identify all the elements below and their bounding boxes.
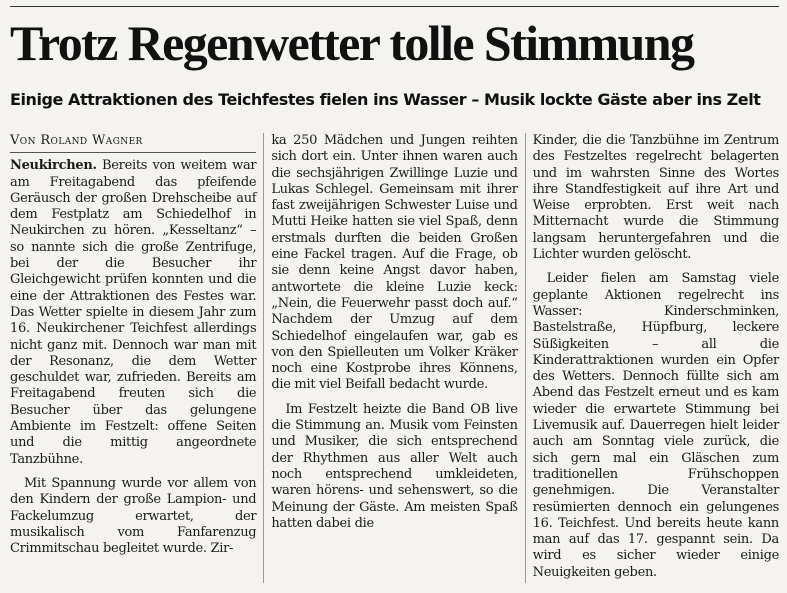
article-body [10, 133, 779, 587]
paragraph [10, 158, 256, 468]
paragraph: Mit Spannung wurde vor allem von den Kindern der große Lampion- und Fackelumzug erwartet, der musikalisch vom Fanfarenzug Crimmitschau begleitet wurde. Zir- [10, 475, 257, 557]
paragraph-text: Bereits von weitem war am Freitagabend das pfeifende Geräusch der großen Drehscheibe auf dem Festplatz am Schiedelhof in Neukirchen zu hören. „Kesseltanz“ – so nannte sich die große Zentrifuge, bei der die Besucher ihr Gleichgewicht prüfen konnten und die eine der Attraktionen des Festes war. Das Wetter spielte in diesem Jahr zum 16. Neukirchener Teichfest allerdings nicht ganz mit. Dennoch war man mit der Resonanz, die dem Wetter geschuldet war, zufrieden. Bereits am Freitagabend freuten sich die Besucher über das gelungene Ambiente im Festzelt: offene Seiten und die mittig angeordnete Tanzbühne. [10, 158, 257, 467]
column-1 [10, 133, 256, 587]
column-3 [533, 133, 779, 587]
dateline: Neukirchen. [10, 158, 97, 174]
paragraph: Kinder, die die Tanzbühne im Zentrum des Festzeltes regelrecht belagerten und im wahrsten Sinne des Wortes ihre Standfestigkeit auf ihre Art und Weise erprobten. Erst weit nach Mitternacht wurde die Stimmung langsam heruntergefahren und die Lichter wurden gelöscht. [532, 133, 779, 263]
paragraph: Leider fielen am Samstag viele geplante Aktionen regelrecht ins Wasser: Kinderschminken, Bastelstraße, Hüpfburg, leckere Süßigkeiten – all die Kinderattraktionen wurden ein Opfer des Wetters. Dennoch füllte sich am Abend das Festzelt erneut und es kam wieder die erwartete Stimmung bei Livemusik auf. Dauerregen hielt leider auch am Sonntag viele zurück, die sich gern mal ein Gläschen zum traditionellen Frühschoppen genehmigen. Die Veranstalter resümierten dennoch ein gelungenes 16. Teichfest. Und bereits heute kann man auf das 17. gespannt sein. Da wird es sicher wieder einige Neuigkeiten geben. [532, 271, 779, 580]
top-rule [10, 6, 779, 7]
subheadline: Einige Attraktionen des Teichfestes fielen ins Wasser – Musik lockte Gäste aber ins Zelt [10, 90, 761, 109]
paragraph: ka 250 Mädchen und Jungen reihten sich dort ein. Unter ihnen waren auch die sechsjährigen Zwillinge Luzie und Lukas Schlegel. Gemeinsam mit ihrer fast zweijährigen Schwester Luise und Mutti Heike hatten sie viel Spaß, denn erstmals durften die beiden Großen eine Fackel tragen. Auf die Frage, ob sie denn keine Angst davor haben, antwortete die kleine Luzie keck: „Nein, die Feuerwehr passt doch auf.“ Nachdem der Umzug auf dem Schiedelhof eingelaufen war, gab es von den Spielleuten um Volker Kräker noch eine Kostprobe ihres Könnens, die mit viel Beifall bedacht wurde. [271, 133, 518, 393]
headline: Trotz Regenwetter tolle Stimmung [10, 15, 694, 71]
byline: Von Roland Wagner [10, 133, 256, 153]
column-2 [271, 133, 517, 587]
paragraph: Im Festzelt heizte die Band OB live die Stimmung an. Musik vom Feinsten und Musiker, die sich entsprechend der Rhythmen aus aller Welt auch noch entsprechend umkleideten, waren hörens- und sehenswert, so die Meinung der Gäste. Am meisten Spaß hatten dabei die [271, 401, 518, 531]
